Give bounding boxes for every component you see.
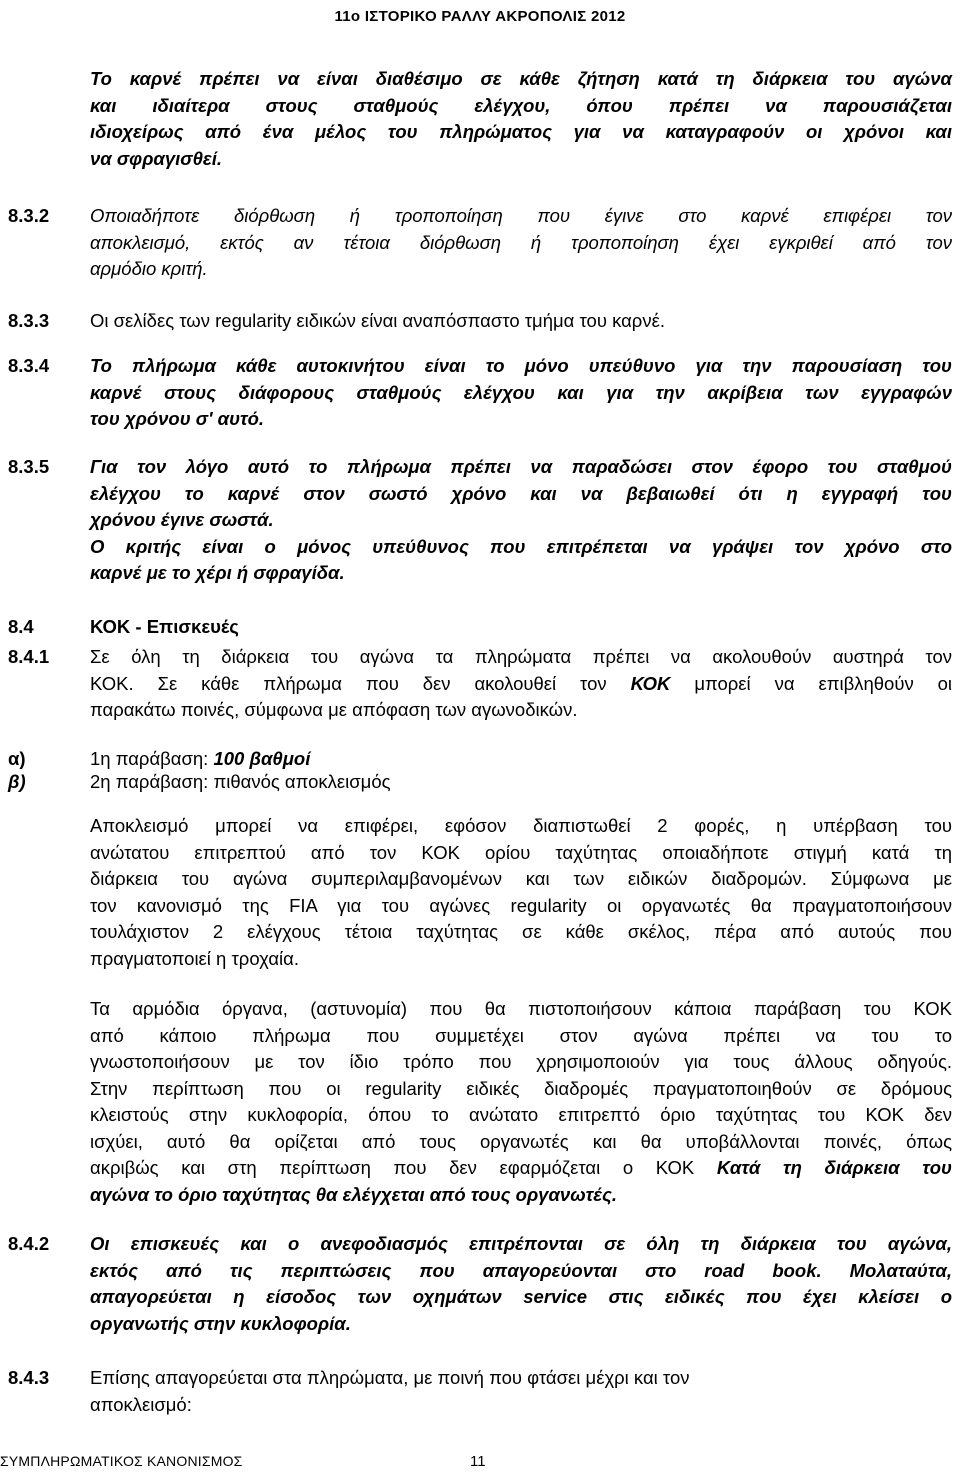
paragraph-line: τον κανονισμό της FIA για του αγώνες regularity οι οργανωτές θα πραγματοποιήσουν	[90, 894, 952, 916]
police-paragraph	[90, 996, 952, 1208]
section-842-line: απαγορεύεται η είσοδος των οχημάτων service στις ειδικές που έχει κλείσει ο	[90, 1286, 952, 1307]
penalty-a-value: 100 βαθμοί	[213, 748, 311, 769]
paragraph-line: Τα αρμόδια όργανα, (αστυνομία) που θα πιστοποιήσουν κάποια παράβαση του ΚΟΚ	[90, 998, 952, 1019]
penalty-b-label: β)	[8, 771, 26, 792]
section-834-line: του χρόνου σ' αυτό.	[90, 408, 265, 429]
paragraph-line: πραγματοποιεί η τροχαία.	[90, 947, 299, 969]
paragraph-line: τουλάχιστον 2 ελέγχους τέτοια ταχύτητας σε κάθε σκέλος, πέρα από αυτούς που	[90, 921, 952, 942]
paragraph-line: αγώνα το όριο ταχύτητας θα ελέγχεται από τους οργανωτές.	[90, 1183, 618, 1205]
section-835-line: Ο κριτής είναι ο μόνος υπεύθυνος που επιτρέπεται να γράψει τον χρόνο στο	[90, 535, 952, 557]
section-842-line: οργανωτής στην κυκλοφορία.	[90, 1312, 351, 1334]
paragraph-line	[90, 1155, 952, 1182]
paragraph-line: ισχύει, αυτό θα ορίζεται από τους οργανωτές και θα υποβάλλονται ποινές, όπως	[90, 1130, 952, 1152]
paragraph-line: από κάποιο πλήρωμα που συμμετέχει στον αγώνα πρέπει να του το	[90, 1024, 952, 1046]
section-number-843: 8.4.3	[8, 1367, 50, 1388]
section-834-text	[90, 353, 952, 433]
section-841-line	[90, 671, 952, 698]
section-842-line: Οι επισκευές και ο ανεφοδιασμός επιτρέπονται σε όλη τη διάρκεια του αγώνα,	[90, 1233, 952, 1254]
paragraph-line: ανώτατου επιτρεπτού από τον ΚΟΚ ορίου ταχύτητας οποιαδήποτε στιγμή κατά τη	[90, 841, 952, 863]
section-843-text	[90, 1365, 952, 1418]
section-834-line: καρνέ στους διάφορους σταθμούς ελέγχου και για την ακρίβεια των εγγραφών	[90, 381, 952, 403]
section-835-text	[90, 454, 952, 587]
intro-paragraph	[90, 66, 952, 172]
intro-line: Το καρνέ πρέπει να είναι διαθέσιμο σε κάθε ζήτηση κατά τη διάρκεια του αγώνα	[90, 68, 952, 89]
page-header: 11ο ΙΣΤΟΡΙΚΟ ΡΑΛΛΥ ΑΚΡΟΠΟΛΙΣ 2012	[334, 8, 626, 25]
section-835-line: Για τον λόγο αυτό το πλήρωμα πρέπει να παραδώσει στον έφορο του σταθμού	[90, 456, 952, 477]
section-841-line2-start: ΚΟΚ. Σε κάθε πλήρωμα που δεν ακολουθεί τον	[90, 672, 607, 694]
paragraph-line: Στην περίπτωση που οι regularity ειδικές διαδρομές πραγματοποιηθούν σε δρόμους	[90, 1077, 952, 1099]
section-843-line: Επίσης απαγορεύεται στα πληρώματα, με ποινή που φτάσει μέχρι και τον	[90, 1367, 690, 1388]
paragraph-line: κλειστούς στην κυκλοφορία, όπου το ανώτατο επιτρεπτό όριο ταχύτητας του ΚΟΚ δεν	[90, 1104, 952, 1125]
section-841-line2-end: μπορεί να επιβληθούν οι	[694, 672, 953, 694]
penalty-b-text: 2η παράβαση: πιθανός αποκλεισμός	[90, 771, 391, 792]
kok-emphasis: ΚΟΚ	[630, 672, 671, 694]
paragraph-line7-start: ακριβώς και στη περίπτωση που δεν εφαρμόζεται ο ΚΟΚ	[90, 1157, 695, 1178]
section-835-line: ελέγχου το καρνέ στον σωστό χρόνο και να βεβαιωθεί ότι η εγγραφή του	[90, 482, 952, 504]
section-842-text	[90, 1231, 952, 1337]
paragraph-line: Αποκλεισμό μπορεί να επιφέρει, εφόσον διαπιστωθεί 2 φορές, η υπέρβαση του	[90, 815, 952, 836]
section-number-835: 8.3.5	[8, 456, 50, 477]
section-841-text	[90, 644, 952, 724]
page-number: 11	[470, 1453, 486, 1470]
intro-line: να σφραγισθεί.	[90, 147, 223, 169]
penalty-a-prefix: 1η παράβαση:	[90, 748, 209, 769]
penalty-a-label: α)	[8, 748, 26, 769]
section-number-84: 8.4	[8, 616, 34, 637]
section-832-line: Οποιαδήποτε διόρθωση ή τροποποίηση που έγινε στο καρνέ επιφέρει τον	[90, 205, 952, 226]
section-number-833: 8.3.3	[8, 310, 50, 331]
footer-document-title: ΣΥΜΠΛΗΡΩΜΑΤΙΚΟΣ ΚΑΝΟΝΙΣΜΟΣ	[0, 1453, 243, 1469]
paragraph-line: διάρκεια του αγώνα συμπεριλαμβανομένων και των ειδικών διαδρομών. Σύμφωνα με	[90, 868, 952, 889]
section-842-line: εκτός από τις περιπτώσεις που απαγορεύονται στο road book. Μολαταύτα,	[90, 1259, 952, 1281]
section-843-line: αποκλεισμό:	[90, 1393, 192, 1415]
section-835-line: χρόνου έγινε σωστά.	[90, 509, 274, 530]
section-834-line: Το πλήρωμα κάθε αυτοκινήτου είναι το μόνο υπεύθυνο για την παρουσίαση του	[90, 355, 952, 376]
section-832-text	[90, 203, 952, 283]
section-832-line: αρμόδιο κριτή.	[90, 258, 208, 279]
section-833-line: Οι σελίδες των regularity ειδικών είναι αναπόσπαστο τμήμα του καρνέ.	[90, 310, 665, 331]
page-footer	[0, 1453, 960, 1477]
section-number-834: 8.3.4	[8, 355, 50, 376]
section-833-text	[90, 308, 952, 335]
intro-line: και ιδιαίτερα στους σταθμούς ελέγχου, όπου πρέπει να παρουσιάζεται	[90, 94, 952, 116]
disqualification-paragraph	[90, 813, 952, 972]
section-number-841: 8.4.1	[8, 646, 50, 667]
section-number-842: 8.4.2	[8, 1233, 50, 1254]
section-841-line: Σε όλη τη διάρκεια του αγώνα τα πληρώματα πρέπει να ακολουθούν αυστηρά τον	[90, 646, 952, 667]
section-832-line: αποκλεισμό, εκτός αν τέτοια διόρθωση ή τροποποίηση έχει εγκριθεί από τον	[90, 231, 952, 253]
section-84-title: ΚΟΚ - Επισκευές	[90, 616, 239, 637]
section-835-line: καρνέ με το χέρι ή σφραγίδα.	[90, 562, 345, 583]
section-841-line: παρακάτω ποινές, σύμφωνα με απόφαση των αγωνοδικών.	[90, 699, 578, 720]
intro-line: ιδιοχείρως από ένα μέλος του πληρώματος για να καταγραφούν οι χρόνοι και	[90, 121, 952, 142]
paragraph-line7-emphasis: Κατά τη διάρκεια του	[716, 1157, 953, 1178]
section-number-832: 8.3.2	[8, 205, 50, 226]
paragraph-line: γνωστοποιήσουν με τον ίδιο τρόπο που χρησιμοποιούν για τους άλλους οδηγούς.	[90, 1051, 952, 1072]
